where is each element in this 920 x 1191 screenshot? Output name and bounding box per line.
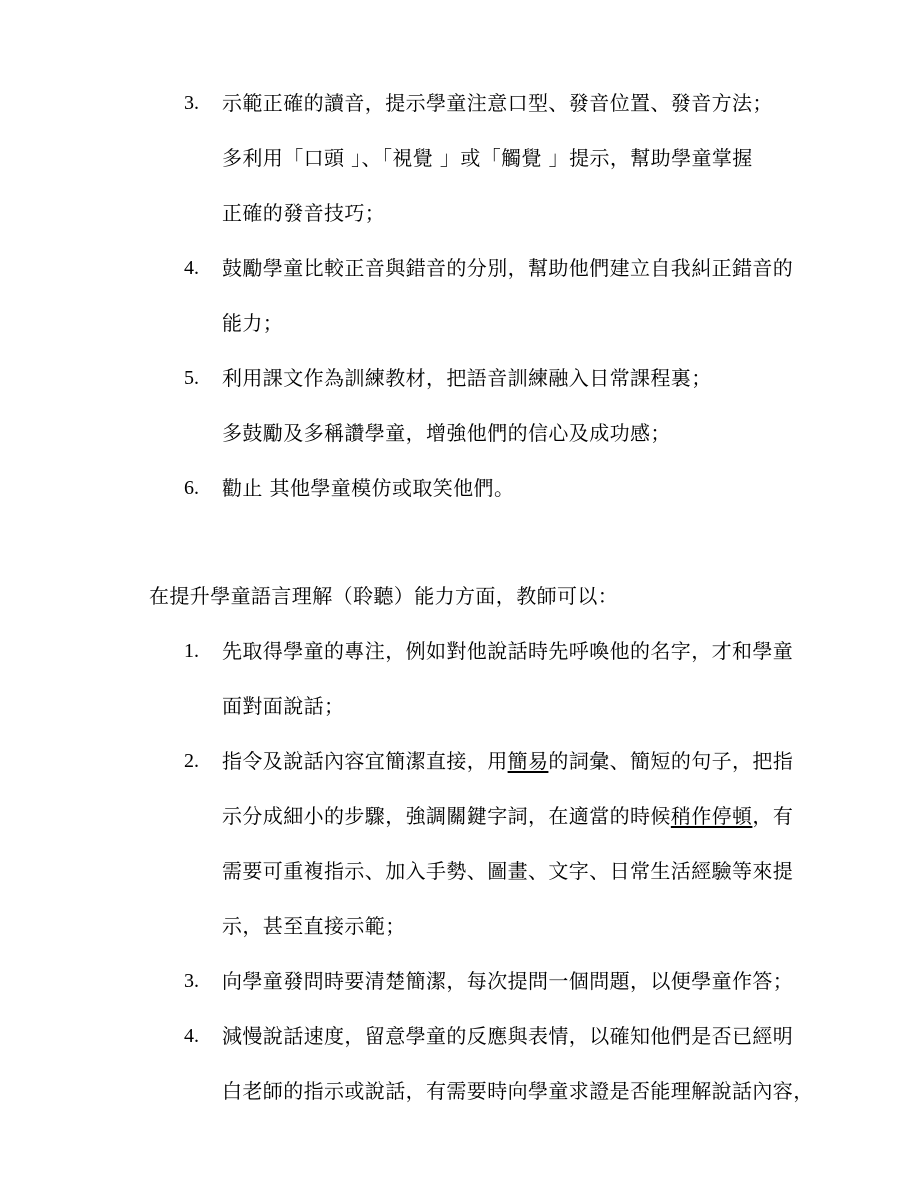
list-item-text: 示，甚至直接示範； — [222, 914, 406, 938]
list-item-text: 能力； — [222, 311, 284, 335]
list-item-number: 1. — [184, 640, 199, 662]
list-item-number: 6. — [184, 477, 199, 499]
list-item-number: 3. — [184, 92, 199, 114]
list-item-number: 4. — [184, 1025, 199, 1047]
list-item-text — [222, 749, 793, 773]
list-item-text: 向學童發問時要清楚簡潔，每次提問一個問題，以便學童作答； — [222, 969, 794, 993]
list-item-text: 多利用「口頭 」、「視覺 」或「觸覺 」提示，幫助學童掌握 — [222, 146, 753, 170]
list-item-text: 勸止 其他學童模仿或取笑他們。 — [222, 476, 515, 500]
list-item-text: 需要可重複指示、加入手勢、圖畫、文字、日常生活經驗等來提 — [222, 859, 794, 883]
list-item-text: 減慢說話速度，留意學童的反應與表情，以確知他們是否已經明 — [222, 1024, 794, 1048]
text-run: 示分成細小的步驟，強調關鍵字詞，在適當的時候 — [222, 804, 671, 828]
text-run: 的詞彙、簡短的句子，把指 — [548, 749, 794, 773]
section-heading: 在提升學童語言理解（聆聽）能力方面，教師可以： — [149, 584, 619, 608]
list-item-text: 面對面說話； — [222, 694, 345, 718]
list-item-number: 5. — [184, 367, 199, 389]
list-item-text: 利用課文作為訓練教材，把語音訓練融入日常課程裏； — [222, 366, 712, 390]
list-item-number: 4. — [184, 257, 199, 279]
list-item-text: 示範正確的讀音，提示學童注意口型、發音位置、發音方法； — [222, 91, 773, 115]
list-item-number: 3. — [184, 970, 199, 992]
list-item-text: 先取得學童的專注，例如對他說話時先呼喚他的名字，才和學童 — [222, 639, 794, 663]
list-item-text: 正確的發音技巧； — [222, 201, 386, 225]
list-item-text: 白老師的指示或說話，有需要時向學童求證是否能理解說話內容， — [222, 1079, 814, 1103]
underlined-text: 稍作停頓 — [670, 804, 753, 828]
list-item-text: 鼓勵學童比較正音與錯音的分別，幫助他們建立自我糾正錯音的 — [222, 256, 794, 280]
list-item-text — [222, 804, 793, 828]
text-run: ，有 — [752, 804, 794, 828]
text-run: 指令及說話內容宜簡潔直接，用 — [222, 749, 508, 773]
list-item-number: 2. — [184, 750, 199, 772]
list-item-text: 多鼓勵及多稱讚學童，增強他們的信心及成功感； — [222, 421, 671, 445]
underlined-text: 簡易 — [507, 749, 549, 773]
